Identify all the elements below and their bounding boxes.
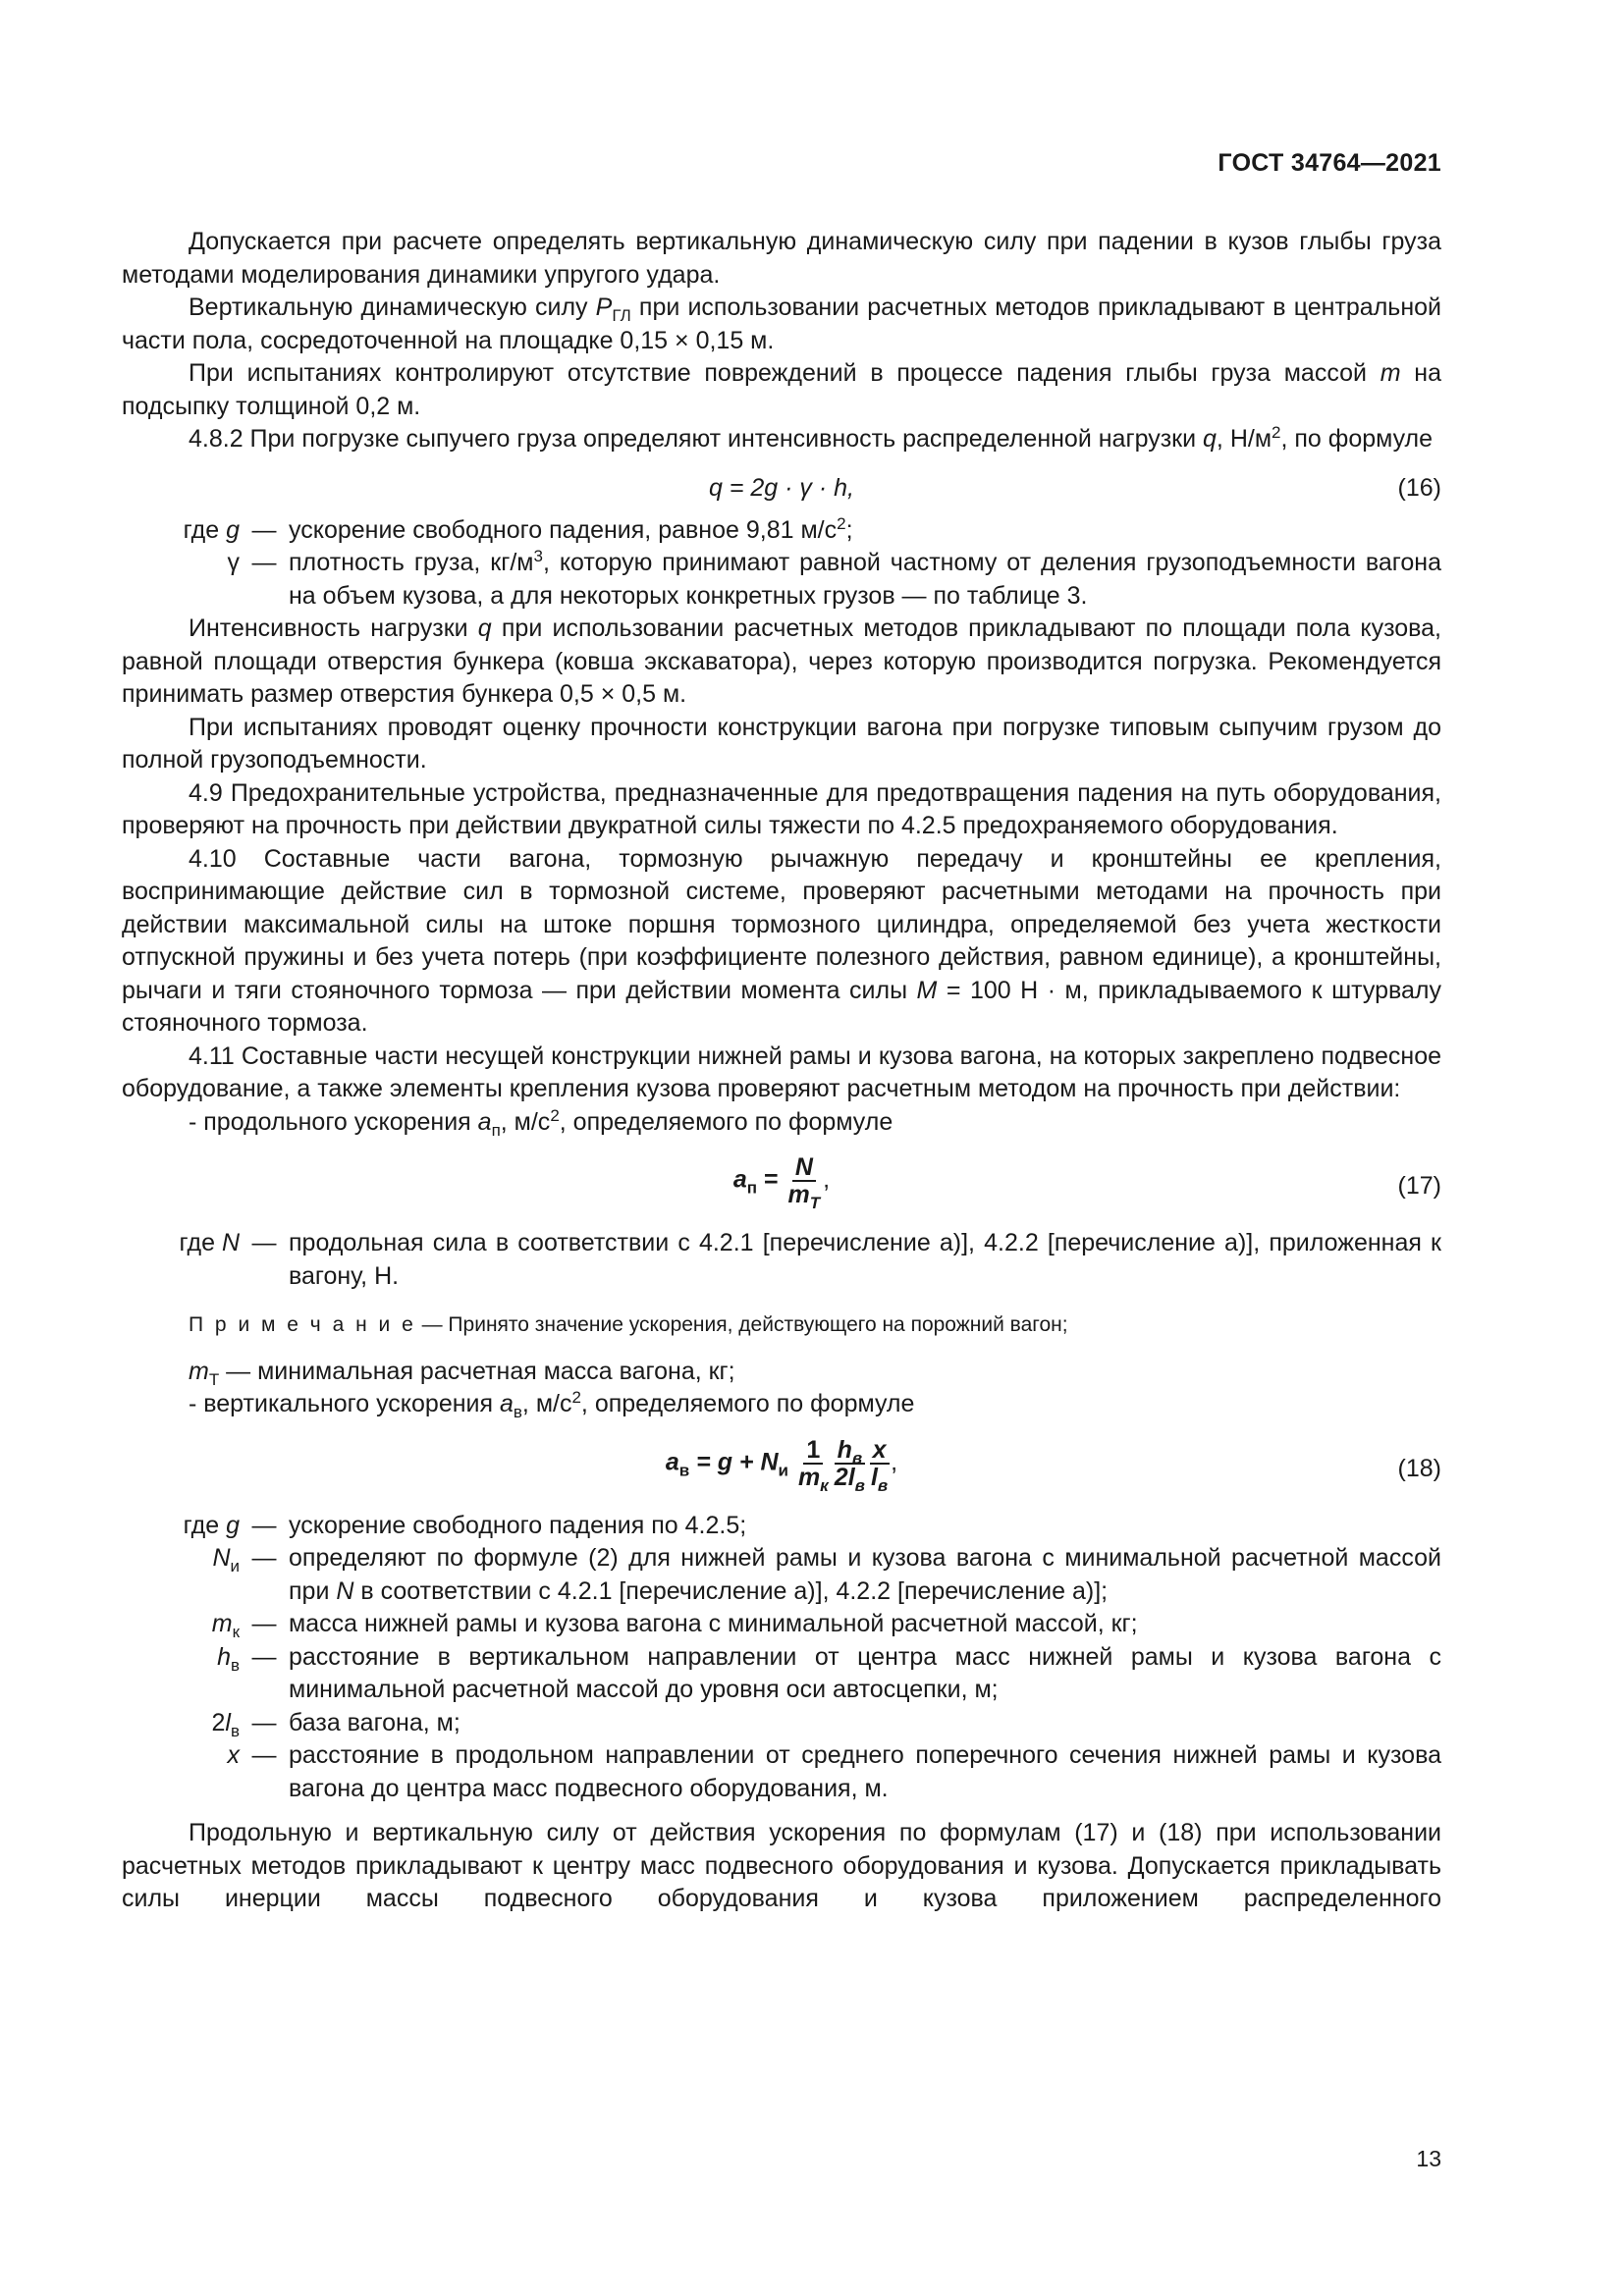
paragraph: Допускается при расчете определять вертикальную динамическую силу при падении в кузов глыбы груза методами моделирования динамики упругого удара.	[122, 228, 1441, 289]
where-item: γ — плотность груза, $кг/м^3$, которую принимают равной частному от деления грузоподъемности вагона на объем кузова, а для некоторых конкретных грузов — по таблице 3.	[227, 547, 1441, 610]
paragraph: - вертикального ускорения $a_в$, $м/с^2$, определяемого по формуле	[189, 1388, 915, 1421]
equation-formula: $a_п$ = $\frac{N}{m_T}$ ,	[732, 1153, 831, 1212]
paragraph: 4.8.2 При погрузке сыпучего груза определяют интенсивность распределенной нагрузки q, $Н/м^2$, по формуле	[189, 423, 1434, 453]
where-item: $h_в$ — расстояние в вертикальном направлении от центра масс нижней рамы и кузова вагона с минимальной расчетной массой до уровня оси автосцепки, м;	[217, 1642, 1441, 1703]
paragraph: 4.10 Составные части вагона, тормозную рычажную передачу и кронштейны ее крепления, воспринимающие действие сил в тормозной системе, проверяют расчетными методами на прочность при действии максимальной силы на штоке поршня тормозного цилиндра, определяемой без учета жесткости отпускной пружины и без учета потерь (при коэффициенте полезного действия, равном единице), а кронштейны, рычаги и тяги стояночного тормоза — при действии момента силы M = 100 Н · м, прикладываемого к штурвалу стояночного тормоза.	[122, 844, 1441, 1037]
where-item: где g — ускорение свободного падения по 4.2.5;	[183, 1511, 747, 1539]
paragraph: 4.11 Составные части несущей конструкции нижней рамы и кузова вагона, на которых закреплено подвесное оборудование, а также элементы крепления кузова проверяют расчетным методом на прочность при действии:	[122, 1041, 1441, 1102]
paragraph: - продольного ускорения $a_п$, $м/с^2$, определяемого по формуле	[189, 1105, 893, 1140]
paragraph: При испытаниях проводят оценку прочности конструкции вагона при погрузке типовым сыпучим грузом до полной грузоподъемности.	[122, 713, 1441, 774]
where-item: где g — ускорение свободного падения, равное 9,81 $м/с^2$;	[183, 513, 853, 544]
equation-formula: q = 2g · γ · h,	[709, 473, 854, 502]
where-item: где N — продольная сила в соответствии с 4.2.1 [перечисление а)], 4.2.2 [перечисление а)], приложенная к вагону, Н.	[179, 1229, 1441, 1290]
equation-number: (18)	[1397, 1454, 1441, 1482]
where-item: $m_к$ — масса нижней рамы и кузова вагона с минимальной расчетной массой, кг;	[211, 1610, 1138, 1641]
paragraph: 4.9 Предохранительные устройства, предназначенные для предотвращения падения на путь оборудования, проверяют на прочность при действии двукратной силы тяжести по 4.2.5 предохраняемого оборудования.	[122, 778, 1441, 839]
where-item: $2l_в$ — база вагона, м;	[211, 1708, 460, 1740]
paragraph: Вертикальную динамическую силу $P_{ГЛ}$ при использовании расчетных методов прикладывают в центральной части пола, сосредоточенной на площадке 0,15 × 0,15 м.	[122, 294, 1442, 354]
equation-16	[122, 466, 1441, 510]
equation-number: (17)	[1397, 1172, 1441, 1200]
note: П р и м е ч а н и е — Принято значение ускорения, действующего на порожний вагон;	[189, 1313, 1068, 1336]
page-body	[122, 226, 1441, 1916]
equation-17	[122, 1148, 1441, 1223]
paragraph: При испытаниях контролируют отсутствие повреждений в процессе падения глыбы груза массой m на подсыпку толщиной 0,2 м.	[122, 359, 1442, 420]
equation-formula: $a_в = g + N_и$ $\frac{1}{m_к}$ $\frac{h_в}{2l_в}$ $\frac{x}{l_в}$ ,	[665, 1435, 898, 1495]
paragraph: Интенсивность нагрузки q при использовании расчетных методов прикладывают по площади пола кузова, равной площади отверстия бункера (ковша экскаватора), через которую производится погрузка. Рекомендуется принимать размер отверстия бункера 0,5 × 0,5 м.	[122, 614, 1442, 708]
equation-18	[122, 1431, 1441, 1506]
where-item: $N_и$ — определяют по формуле (2) для нижней рамы и кузова вагона с минимальной расчетной массой при N в соответствии с 4.2.1 [перечисление а)], 4.2.2 [перечисление а)];	[212, 1544, 1441, 1605]
equation-number: (16)	[1397, 473, 1441, 502]
document-header: ГОСТ 34764—2021	[1218, 149, 1441, 177]
mt-definition: $m_T$ — минимальная расчетная масса вагона, кг;	[189, 1357, 735, 1389]
page-number: 13	[1416, 2146, 1441, 2171]
where-item: x — расстояние в продольном направлении от среднего поперечного сечения нижней рамы и кузова вагона до центра масс подвесного оборудования, м.	[227, 1741, 1441, 1802]
paragraph: Продольную и вертикальную силу от действия ускорения по формулам (17) и (18) при использовании расчетных методов прикладывают к центру масс подвесного оборудования и кузова. Допускается прикладывать силы инерции массы подвесного оборудования и кузова приложением распределенного	[122, 1819, 1441, 1912]
